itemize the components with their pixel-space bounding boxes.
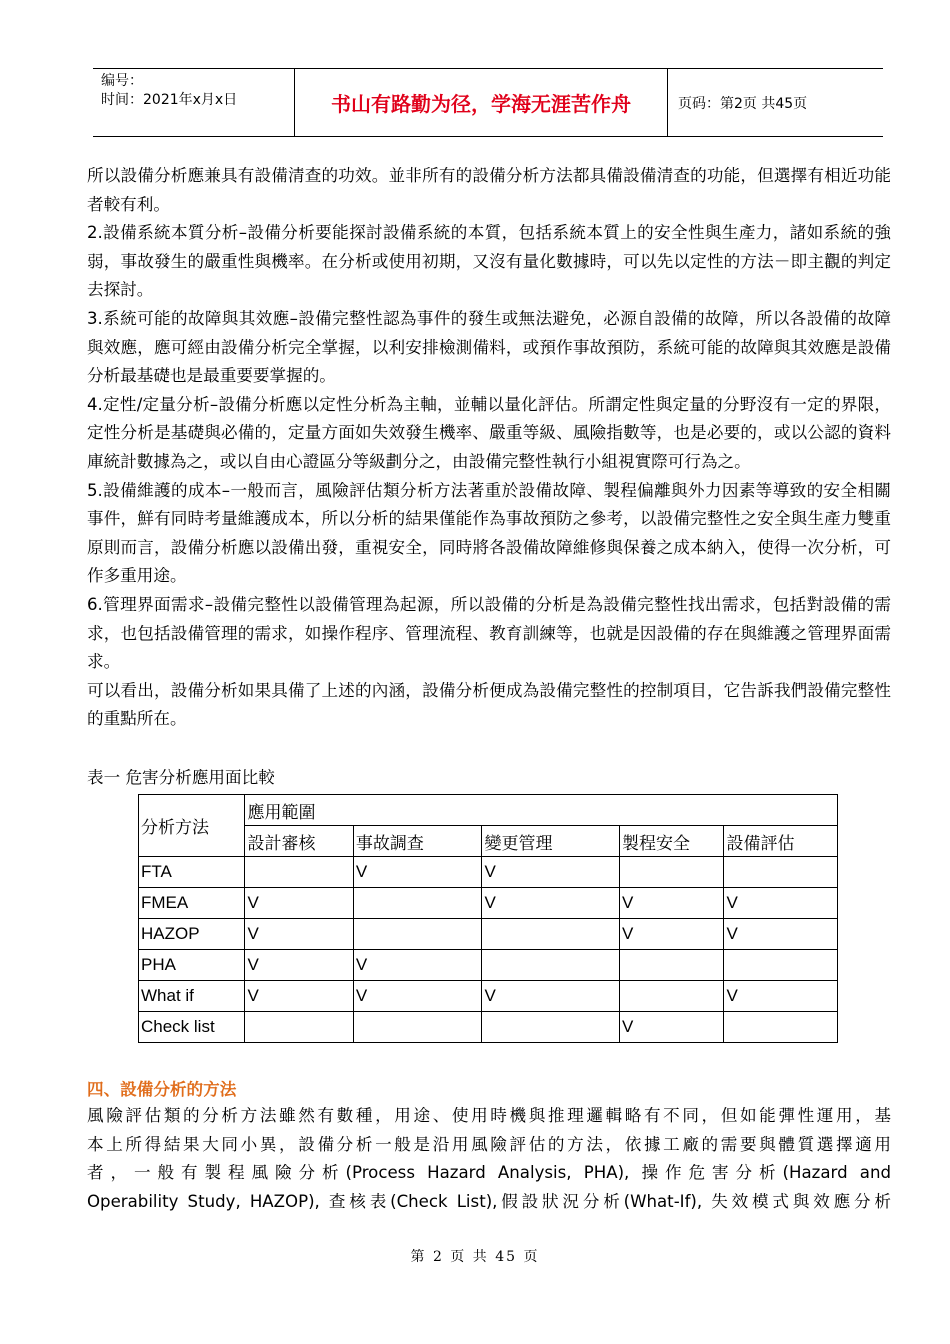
table-cell bbox=[724, 1012, 838, 1043]
table-row bbox=[139, 950, 838, 981]
comparison-table bbox=[138, 794, 838, 1043]
column-header: 設備評估 bbox=[724, 826, 838, 857]
table-cell: V bbox=[245, 919, 353, 950]
page-footer: 第 2 页 共 45 页 bbox=[410, 1249, 540, 1265]
table-cell: V bbox=[245, 981, 353, 1012]
table-cell: V bbox=[245, 888, 353, 919]
table-cell: V bbox=[724, 888, 838, 919]
column-header: 事故調查 bbox=[353, 826, 482, 857]
table-cell bbox=[245, 1012, 353, 1043]
header-meta bbox=[93, 69, 295, 136]
section-line: 風險評估類的分析方法雖然有數種，用途、使用時機與推理邏輯略有不同，但如能彈性運用，基 bbox=[87, 1106, 891, 1125]
table-cell: V bbox=[482, 981, 620, 1012]
table-cell: V bbox=[620, 1012, 724, 1043]
table-cell bbox=[353, 919, 482, 950]
scope-header: 應用範圍 bbox=[245, 795, 838, 826]
table-caption: 表一 危害分析應用面比較 bbox=[87, 768, 275, 787]
section-line: 本上所得結果大同小異，設備分析一般是沿用風險評估的方法，依據工廠的需要與體質選擇適用 bbox=[87, 1134, 891, 1154]
table-cell bbox=[353, 888, 482, 919]
table-cell bbox=[482, 950, 620, 981]
table-cell: V bbox=[353, 857, 482, 888]
table-cell: V bbox=[482, 888, 620, 919]
table-cell bbox=[620, 950, 724, 981]
row-name: FMEA bbox=[139, 888, 245, 919]
row-name: PHA bbox=[139, 950, 245, 981]
paragraph: 可以看出，設備分析如果具備了上述的內涵，設備分析便成為設備完整性的控制項目，它告訴我們設備完整性的重點所在。 bbox=[87, 680, 891, 729]
row-name: HAZOP bbox=[139, 919, 245, 950]
section-body bbox=[87, 1102, 891, 1216]
table-row bbox=[139, 981, 838, 1012]
section-title: 四、設備分析的方法 bbox=[87, 1080, 237, 1099]
row-name: Check list bbox=[139, 1012, 245, 1043]
table-cell bbox=[482, 919, 620, 950]
row-name: FTA bbox=[139, 857, 245, 888]
table-cell: V bbox=[353, 981, 482, 1012]
table-cell bbox=[620, 857, 724, 888]
table-cell bbox=[620, 981, 724, 1012]
body-paragraphs bbox=[87, 162, 891, 734]
table-row bbox=[139, 1012, 838, 1043]
row-name: What if bbox=[139, 981, 245, 1012]
paragraph: 5.設備維護的成本–一般而言，風險評估類分析方法著重於設備故障、製程偏離與外力因素等導致的安全相關事件，鮮有同時考量維護成本，所以分析的結果僅能作為事故預防之參考，以設備完整性之安全與生產力雙重原則而言，設備分析應以設備出發，重視安全，同時將各設備故障維修與保養之成本納入，使得一次分析，可作多重用途。 bbox=[87, 480, 891, 586]
paragraph: 所以設備分析應兼具有設備清查的功效。並非所有的設備分析方法都具備設備清查的功能，但選擇有相近功能者較有利。 bbox=[87, 166, 891, 214]
table-row bbox=[139, 857, 838, 888]
table-cell: V bbox=[482, 857, 620, 888]
section-line: Operability Study, HAZOP), 查核表(Check List),假設狀況分析(What-If), 失效模式與效應分析 bbox=[87, 1191, 891, 1211]
table-cell: V bbox=[724, 919, 838, 950]
table-cell: V bbox=[620, 888, 724, 919]
header-motto: 书山有路勤为径，学海无涯苦作舟 bbox=[295, 69, 668, 136]
table-cell: V bbox=[245, 950, 353, 981]
table-cell bbox=[724, 857, 838, 888]
header-number-label: 编号： bbox=[101, 73, 143, 89]
table-row bbox=[139, 919, 838, 950]
paragraph: 2.設備系統本質分析–設備分析要能探討設備系統的本質，包括系統本質上的安全性與生產力，諸如系統的強弱，事故發生的嚴重性與機率。在分析或使用初期，又沒有量化數據時，可以先以定性的方法－即主觀的判定去探討。 bbox=[87, 223, 891, 300]
column-header: 設計審核 bbox=[245, 826, 353, 857]
table-cell bbox=[245, 857, 353, 888]
column-header: 變更管理 bbox=[482, 826, 620, 857]
method-header: 分析方法 bbox=[139, 795, 245, 857]
table-cell: V bbox=[620, 919, 724, 950]
table-cell bbox=[353, 1012, 482, 1043]
table-row bbox=[139, 888, 838, 919]
table-cell: V bbox=[724, 981, 838, 1012]
paragraph: 3.系統可能的故障與其效應–設備完整性認為事件的發生或無法避免，必源自設備的故障，所以各設備的故障與效應，應可經由設備分析完全掌握，以利安排檢測備料，或預作事故預防，系統可能的故障與其效應是設備分析最基礎也是最重要要掌握的。 bbox=[87, 308, 891, 386]
column-header: 製程安全 bbox=[620, 826, 724, 857]
header-time-label: 时间：2021年x月x日 bbox=[101, 92, 238, 108]
table-cell: V bbox=[353, 950, 482, 981]
header-page-info: 页码：第2页 共45页 bbox=[678, 95, 808, 112]
paragraph: 4.定性/定量分析–設備分析應以定性分析為主軸，並輔以量化評估。所謂定性與定量的分野沒有一定的界限，定性分析是基礎與必備的，定量方面如失效發生機率、嚴重等級、風險指數等，也是必要的，或以公認的資料庫統計數據為之，或以自由心證區分等級劃分之，由設備完整性執行小組視實際可行為之。 bbox=[87, 394, 891, 471]
page-header bbox=[93, 68, 883, 137]
section-line: 者，一般有製程風險分析(Process Hazard Analysis, PHA), 操作危害分析(Hazard and bbox=[87, 1163, 891, 1183]
table-cell bbox=[482, 1012, 620, 1043]
table-cell bbox=[724, 950, 838, 981]
paragraph: 6.管理界面需求–設備完整性以設備管理為起源，所以設備的分析是為設備完整性找出需求，包括對設備的需求，也包括設備管理的需求，如操作程序、管理流程、教育訓練等，也就是因設備的存在與維護之管理界面需求。 bbox=[87, 594, 891, 672]
